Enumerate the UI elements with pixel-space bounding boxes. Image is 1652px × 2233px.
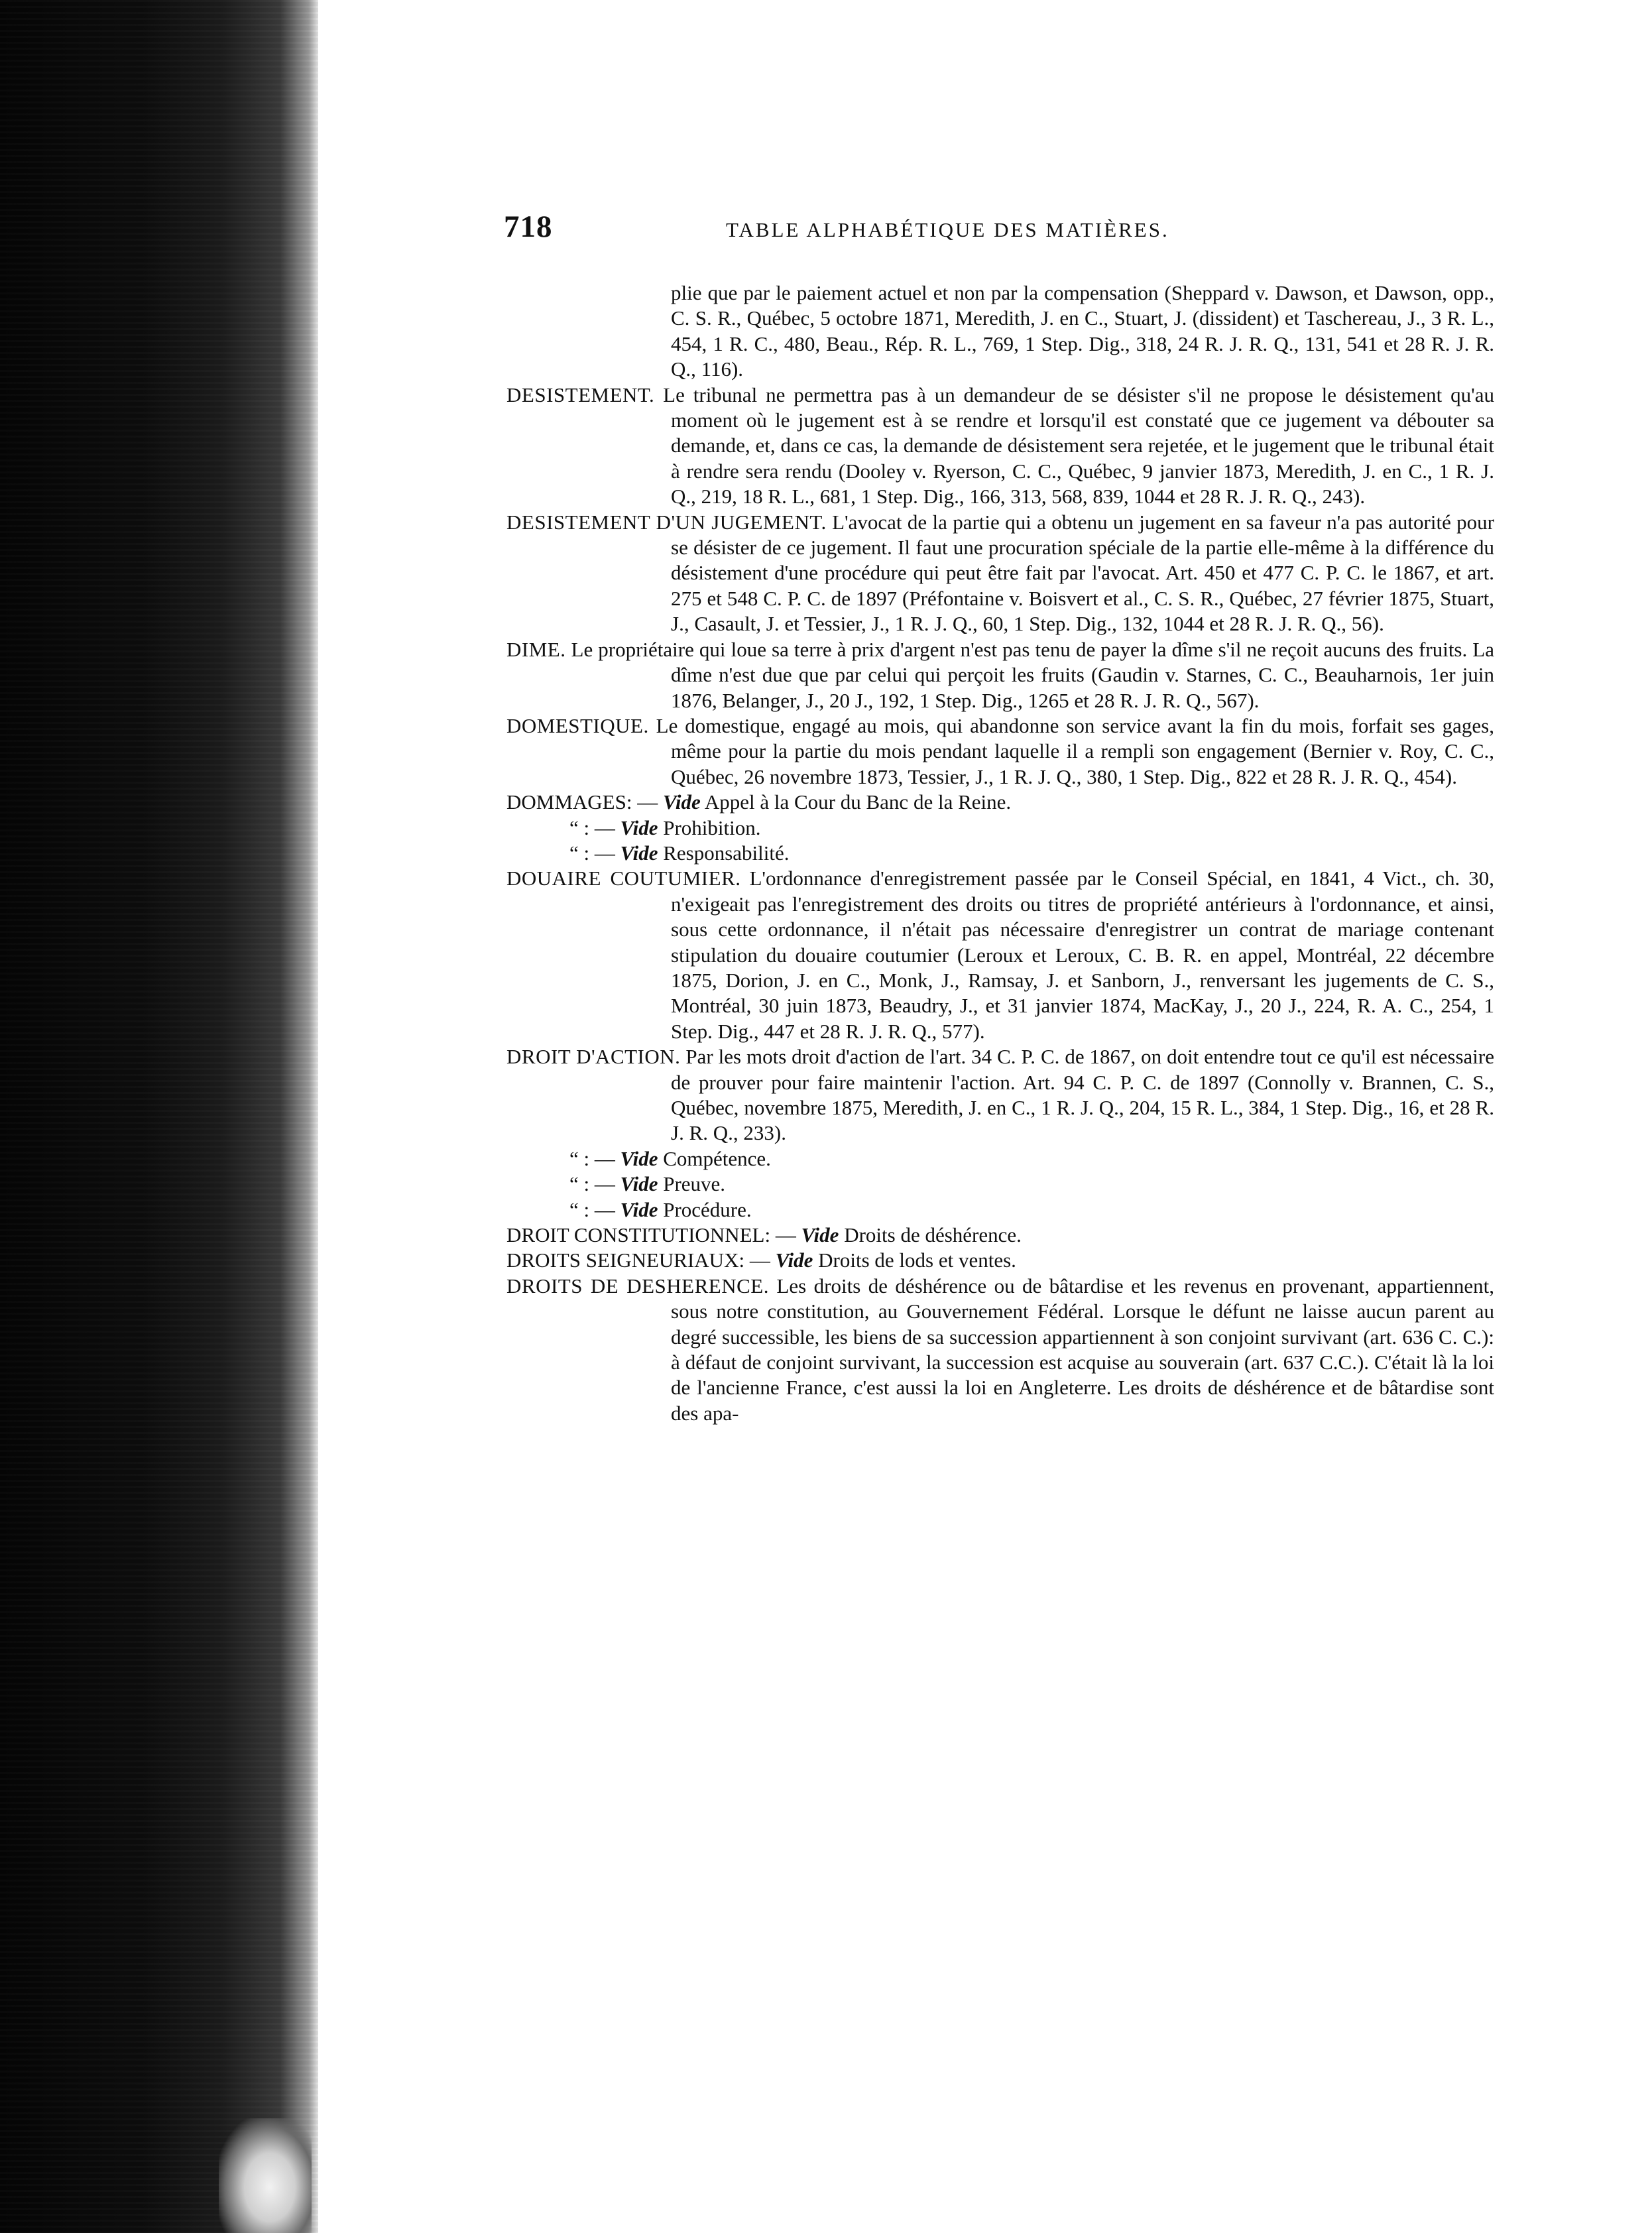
xref-dash: — <box>589 1197 620 1221</box>
xref-vide: Vide <box>620 815 658 839</box>
xref-lead: “ : <box>569 1146 590 1170</box>
entry-text: Le domestique, engagé au mois, qui abandonne son service avant la fin du mois, forfait ses gages, même pour la partie du mois pendant laquelle il a rempli son engagement (Bernier v. Roy, C. C., Québec, 26 novembre 1873, Tessier, J., 1 R. J. Q., 380, 1 Step. Dig., 822 et 28 R. J. R. Q., 454). <box>656 713 1494 788</box>
xref-target: Procédure. <box>663 1197 752 1221</box>
xref-dash: — <box>632 790 663 814</box>
index-entry-douaire-coutumier <box>506 866 1494 1044</box>
cross-reference <box>506 1146 1494 1172</box>
xref-target: Preuve. <box>663 1172 726 1196</box>
entry-text: Le propriétaire qui loue sa terre à prix d'argent n'est pas tenu de payer la dîme s'il ne reçoit aucuns des fruits. La dîme n'est due que par celui qui perçoit les fruits (Gaudin v. Starnes, C. C., Beauharnois, 1er juin 1876, Belanger, J., 20 J., 192, 1 Step. Dig., 1265 et 28 R. J. R. Q., 567). <box>571 637 1494 712</box>
xref-dash: — <box>589 1146 620 1170</box>
xref-vide: Vide <box>620 841 658 865</box>
entry-heading: DROIT D'ACTION. <box>506 1045 681 1069</box>
entry-heading: DOUAIRE COUTUMIER. <box>506 867 741 890</box>
xref-target: Compétence. <box>663 1146 771 1170</box>
xref-dash: — <box>744 1248 776 1272</box>
xref-lead: DROIT CONSTITUTIONNEL: <box>506 1223 771 1247</box>
xref-vide: Vide <box>620 1146 658 1170</box>
xref-lead: “ : <box>569 1172 590 1196</box>
entry-text: Les droits de déshérence ou de bâtardise et les revenus en provenant, appartiennent, sous notre constitution, au Gouvernement Fédéral. Lorsque le défunt ne laisse aucun parent au degré successible, les biens de sa succession appartiennent à son conjoint survivant (art. 636 C. C.): à défaut de conjoint survivant, la succession est acquise au souverain (art. 637 C.C.). C'était là la loi de l'ancienne France, c'est aussi la loi en Angleterre. Les droits de déshérence et de bâtardise sont des apa- <box>671 1274 1495 1425</box>
xref-target: Appel à la Cour du Banc de la Reine. <box>704 790 1012 814</box>
xref-vide: Vide <box>775 1248 813 1272</box>
entry-text: plie que par le paiement actuel et non par la compensation (Sheppard v. Dawson, et Dawson, opp., C. S. R., Québec, 5 octobre 1871, Meredith, J. en C., Stuart, J. (dissident) et Taschereau, J., 3 R. L., 454, 1 R. C., 480, Beau., Rép. R. L., 769, 1 Step. Dig., 318, 24 R. J. R. Q., 131, 541 et 28 R. J. R. Q., 116). <box>671 281 1494 381</box>
page-header <box>504 209 1279 249</box>
xref-lead: “ : <box>569 815 590 839</box>
cross-reference <box>506 790 1494 815</box>
entry-heading: DESISTEMENT. <box>506 383 655 406</box>
entry-text: Le tribunal ne permettra pas à un demandeur de se désister s'il ne propose le désistement qu'au moment où le jugement est à se rendre et lorsqu'il est constaté que ce jugement va débouter sa demande, et, dans ce cas, la demande de désistement sera rejetée, et le jugement que le tribunal était à rendre sera rendu (Dooley v. Ryerson, C. C., Québec, 9 janvier 1873, Meredith, J. en C., 1 R. J. Q., 219, 18 R. L., 681, 1 Step. Dig., 166, 313, 568, 839, 1044 et 28 R. J. R. Q., 243). <box>663 383 1494 509</box>
entry-text: L'ordonnance d'enregistrement passée par le Conseil Spécial, en 1841, 4 Vict., ch. 30, n'exigeait pas l'enregistrement des droits ou titres de propriété antérieurs à l'ordonnance, et ainsi, sous cette ordonnance, il n'était pas nécessaire d'enregistrer un contrat de mariage contenant stipulation du douaire coutumier (Leroux et Leroux, C. B. R. en appel, Montréal, 22 décembre 1875, Dorion, J. en C., Monk, J., Ramsay, J. et Sanborn, J., renversant les jugements de C. S., Montréal, 30 juin 1873, Beaudry, J., et 31 janvier 1874, MacKay, J., 20 J., 224, R. A. C., 254, 1 Step. Dig., 447 et 28 R. J. R. Q., 577). <box>671 867 1494 1043</box>
entry-heading: DIME. <box>506 637 566 661</box>
xref-dash: — <box>770 1223 801 1247</box>
page-number: 718 <box>504 210 553 244</box>
xref-target: Droits de déshérence. <box>844 1223 1022 1247</box>
xref-lead: DOMMAGES: <box>506 790 632 814</box>
index-entry-desistement-jugement <box>506 510 1494 637</box>
index-content <box>506 280 1494 1426</box>
xref-lead: DROITS SEIGNEURIAUX: <box>506 1248 745 1272</box>
running-title: TABLE ALPHABÉTIQUE DES MATIÈRES. <box>726 218 1169 241</box>
xref-dash: — <box>589 815 620 839</box>
index-entry-droits-desherence <box>506 1274 1494 1426</box>
xref-vide: Vide <box>620 1197 658 1221</box>
xref-vide: Vide <box>620 1172 658 1196</box>
page-corner-damage <box>219 2118 312 2233</box>
index-entry-dime <box>506 637 1494 713</box>
xref-dash: — <box>589 1172 620 1196</box>
xref-lead: “ : <box>569 1197 590 1221</box>
cross-reference <box>506 1172 1494 1197</box>
entry-text: L'avocat de la partie qui a obtenu un jugement en sa faveur n'a pas autorité pour se désister de ce jugement. Il faut une procuration spéciale de la partie elle-même à la différence du désistement d'une procédure qui peut être fait par l'avocat. Art. 450 et 477 C. P. C. le 1867, et art. 275 et 548 C. P. C. de 1897 (Préfontaine v. Boisvert et al., C. S. R., Québec, 27 février 1875, Stuart, J., Casault, J. et Tessier, J., 1 R. J. Q., 60, 1 Step. Dig., 132, 1044 et 28 R. J. R. Q., 56). <box>671 510 1495 636</box>
cross-reference <box>506 1248 1494 1273</box>
index-entry-domestique <box>506 713 1494 790</box>
index-entry-desistement <box>506 383 1494 510</box>
index-entry-continuation <box>506 280 1494 383</box>
xref-target: Droits de lods et ventes. <box>818 1248 1016 1272</box>
cross-reference <box>506 815 1494 841</box>
entry-heading: DROITS DE DESHERENCE. <box>506 1274 769 1298</box>
entry-text: Par les mots droit d'action de l'art. 34 C. P. C. de 1867, on doit entendre tout ce qu'il est nécessaire de prouver pour faire maintenir l'action. Art. 94 C. P. C. de 1897 (Connolly v. Brannen, C. S., Québec, novembre 1875, Meredith, J. en C., 1 R. J. Q., 204, 15 R. L., 384, 1 Step. Dig., 16, et 28 R. J. R. Q., 233). <box>671 1045 1494 1145</box>
xref-target: Prohibition. <box>663 815 761 839</box>
entry-heading: DESISTEMENT D'UN JUGEMENT. <box>506 510 827 534</box>
xref-lead: “ : <box>569 841 590 865</box>
cross-reference <box>506 1197 1494 1223</box>
xref-dash: — <box>589 841 620 865</box>
xref-vide: Vide <box>801 1223 839 1247</box>
index-entry-droit-action <box>506 1044 1494 1146</box>
cross-reference <box>506 1223 1494 1248</box>
cross-reference <box>506 841 1494 866</box>
xref-target: Responsabilité. <box>663 841 790 865</box>
binding-texture <box>0 0 318 2233</box>
xref-vide: Vide <box>662 790 701 814</box>
entry-heading: DOMESTIQUE. <box>506 713 649 737</box>
